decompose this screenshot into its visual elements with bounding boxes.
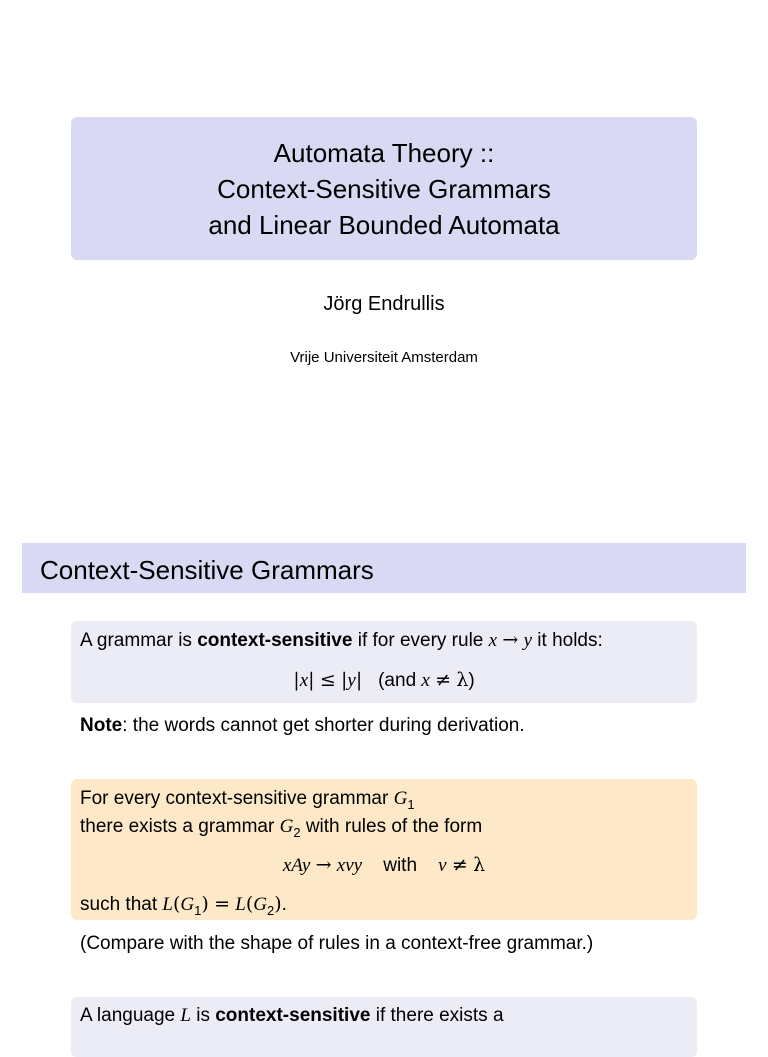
definition-formula: |x| ≤ |y| (and x ≠ λ): [293, 669, 475, 691]
frame-title-bar: [22, 543, 746, 593]
definition-block: [71, 621, 697, 703]
title-line-3: and Linear Bounded Automata: [208, 209, 560, 240]
definition2-statement: A language L is context-sensitive if there exists a: [80, 1005, 504, 1026]
theorem-line-4: such that $L(G_1) = L(G_2)$.: [80, 893, 287, 918]
note-label: Note: [80, 715, 123, 736]
title-box: [71, 117, 697, 260]
title-line-2: Context-Sensitive Grammars: [217, 173, 551, 204]
definition-statement: A grammar is context-sensitive if for every rule x → y it holds:: [80, 629, 603, 651]
author: Jörg Endrullis: [323, 293, 445, 315]
term-bold: context-sensitive: [197, 630, 353, 651]
theorem-rule-form: xAy → xvy with v ≠ λ: [282, 854, 486, 876]
frame-title: Context-Sensitive Grammars: [40, 555, 374, 585]
theorem-line-1: For every context-sensitive grammar $G_1$: [80, 788, 415, 812]
theorem-block: [71, 779, 697, 920]
definition-block-2: [71, 997, 697, 1057]
theorem-line-2: there exists a grammar $G_2$ with rules of the form: [80, 816, 483, 840]
title-line-1: Automata Theory ::: [273, 137, 495, 168]
institution: Vrije Universiteit Amsterdam: [290, 349, 478, 366]
compare-note: (Compare with the shape of rules in a context-free grammar.): [80, 933, 594, 954]
note: Note: the words cannot get shorter during derivation.: [80, 715, 525, 736]
